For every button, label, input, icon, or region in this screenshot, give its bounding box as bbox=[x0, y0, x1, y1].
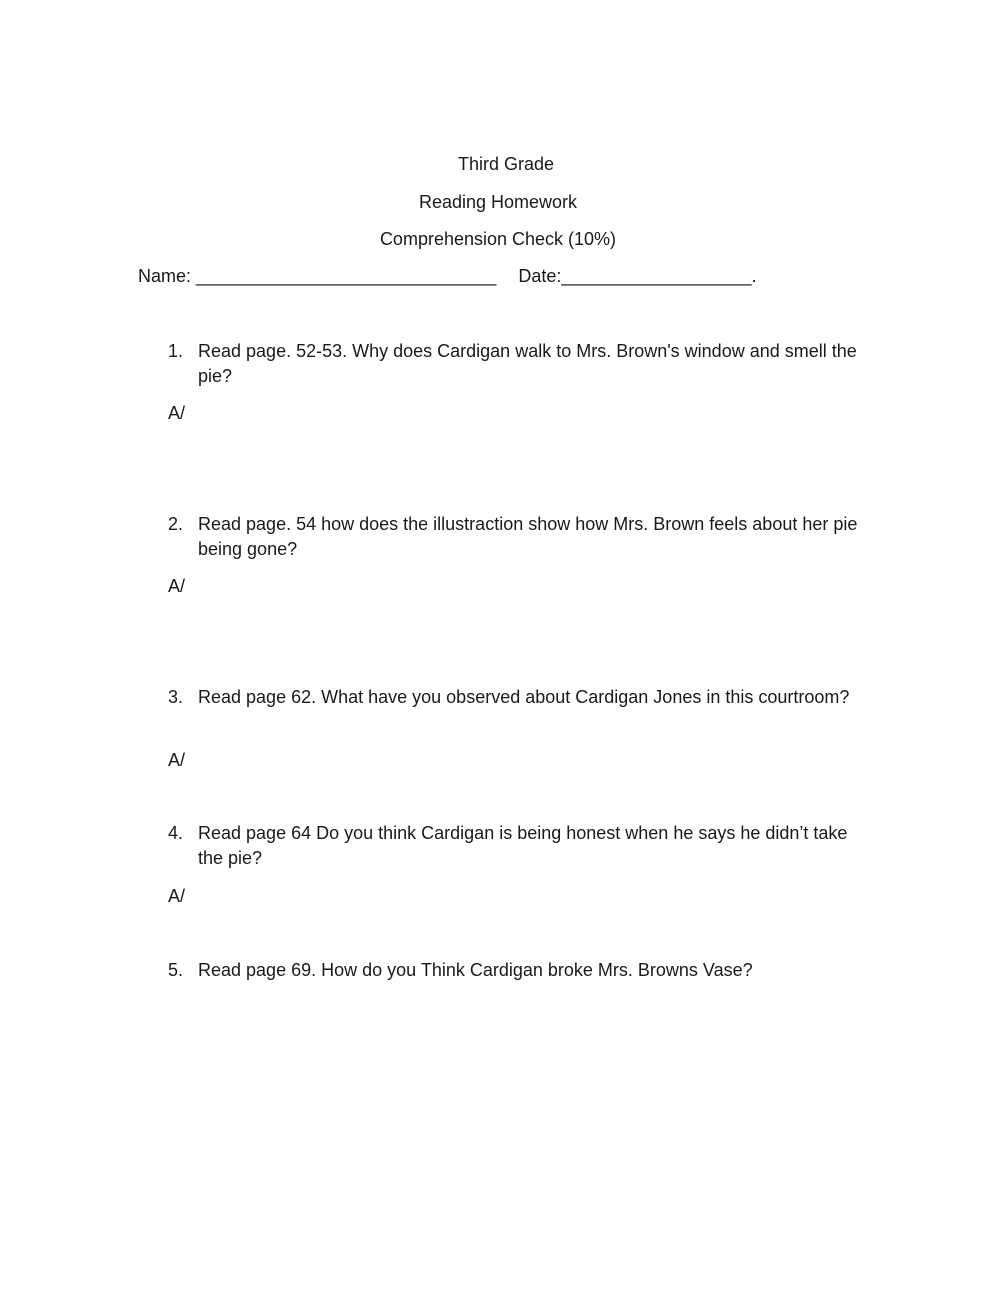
worksheet-grade-title: Third Grade bbox=[457, 154, 555, 174]
question-text: Read page 64 Do you think Cardigan is being honest when he says he didn’t take the pie? bbox=[198, 823, 848, 868]
question-number: 1. bbox=[168, 341, 184, 361]
question-number: 4. bbox=[168, 823, 184, 843]
answer-label[interactable]: A/ bbox=[168, 886, 186, 906]
question-text: Read page 62. What have you observed about Cardigan Jones in this courtroom? bbox=[198, 687, 850, 707]
question-text: Read page 69. How do you Think Cardigan broke Mrs. Browns Vase? bbox=[198, 960, 753, 980]
worksheet-subject-title: Reading Homework bbox=[418, 192, 578, 212]
question-number: 3. bbox=[168, 687, 184, 707]
date-field[interactable]: Date:___________________. bbox=[518, 266, 757, 286]
question-item bbox=[168, 339, 868, 389]
answer-label[interactable]: A/ bbox=[168, 576, 186, 596]
question-item bbox=[168, 958, 868, 983]
question-text: Read page. 52-53. Why does Cardigan walk to Mrs. Brown's window and smell the pie? bbox=[198, 341, 857, 386]
question-item bbox=[168, 512, 868, 562]
question-item bbox=[168, 685, 868, 710]
question-number: 5. bbox=[168, 960, 184, 980]
name-date-line bbox=[138, 265, 757, 287]
answer-label[interactable]: A/ bbox=[168, 750, 186, 770]
worksheet-check-title: Comprehension Check (10%) bbox=[379, 229, 617, 249]
question-text: Read page. 54 how does the illustraction show how Mrs. Brown feels about her pie being gone? bbox=[198, 514, 858, 559]
question-item bbox=[168, 821, 868, 871]
question-number: 2. bbox=[168, 514, 184, 534]
answer-label[interactable]: A/ bbox=[168, 403, 186, 423]
name-field[interactable]: Name: ______________________________ bbox=[138, 266, 497, 286]
